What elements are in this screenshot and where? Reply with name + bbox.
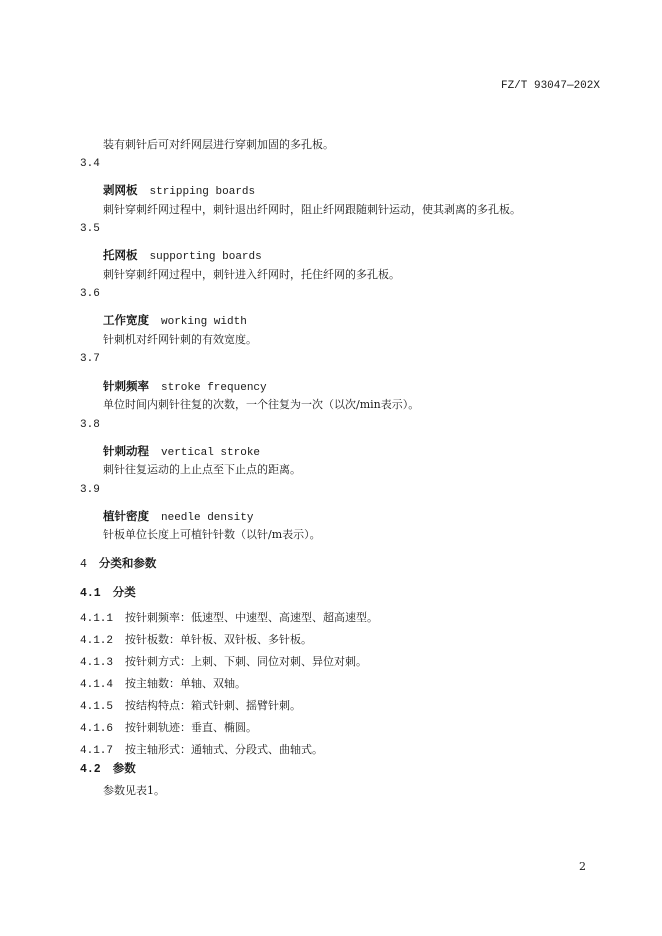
term-number: 3.9	[80, 484, 100, 496]
subsection-title: 参数	[112, 761, 136, 775]
parameters-paragraph: 参数见表1。	[103, 784, 165, 797]
term-number: 3.7	[80, 353, 100, 365]
section-number: 4	[80, 558, 87, 571]
item-number: 4.1.7	[80, 745, 114, 757]
item-text: 按主轴形式：通轴式、分段式、曲轴式。	[125, 743, 324, 756]
item-text: 按针板数：单针板、双针板、多针板。	[125, 633, 313, 646]
item-number: 4.1.5	[80, 701, 114, 713]
item-text: 按结构特点：箱式针刺、摇臂针刺。	[125, 699, 302, 712]
term-english: supporting boards	[149, 251, 262, 263]
term-title	[103, 375, 267, 394]
term-title	[103, 505, 253, 524]
term-chinese: 工作宽度	[103, 313, 149, 327]
classification-item	[80, 738, 323, 757]
classification-item	[80, 650, 367, 669]
item-text: 按针刺轨迹：垂直、椭圆。	[125, 721, 258, 734]
term-number: 3.6	[80, 288, 100, 300]
term-definition: 针刺机对纤网针刺的有效宽度。	[103, 333, 257, 346]
item-text: 按主轴数：单轴、双轴。	[125, 677, 247, 690]
item-number: 4.1.3	[80, 657, 114, 669]
term-chinese: 针刺频率	[103, 379, 149, 393]
subsection-heading	[80, 760, 136, 776]
term-number: 3.4	[80, 158, 100, 170]
term-definition: 单位时间内刺针往复的次数，一个往复为一次（以次/min表示）。	[103, 398, 420, 411]
classification-item	[80, 672, 246, 691]
item-number: 4.1.1	[80, 613, 114, 625]
term-definition: 针板单位长度上可植针针数（以针/m表示）。	[103, 528, 321, 541]
subsection-number: 4.2	[80, 763, 101, 776]
term-english: stripping boards	[149, 186, 256, 198]
page-number: 2	[579, 860, 586, 873]
subsection-heading	[80, 584, 136, 600]
item-number: 4.1.4	[80, 679, 114, 691]
term-definition: 刺针穿刺纤网过程中，刺针退出纤网时，阻止纤网跟随刺针运动，使其剥离的多孔板。	[103, 203, 521, 216]
section-title: 分类和参数	[98, 556, 157, 570]
term-title	[103, 244, 262, 263]
term-chinese: 针刺动程	[103, 444, 149, 458]
subsection-number: 4.1	[80, 587, 101, 600]
item-number: 4.1.2	[80, 635, 114, 647]
classification-item	[80, 606, 378, 625]
term-title	[103, 440, 260, 459]
document-code: FZ/T 93047—202X	[500, 80, 600, 92]
classification-item	[80, 628, 312, 647]
term-chinese: 植针密度	[103, 509, 149, 523]
subsection-title: 分类	[112, 585, 136, 599]
item-text: 按针刺频率：低速型、中速型、高速型、超高速型。	[125, 611, 379, 624]
term-chinese: 托网板	[103, 248, 138, 262]
term-number: 3.5	[80, 223, 100, 235]
term-chinese: 剥网板	[103, 183, 138, 197]
term-definition: 刺针往复运动的上止点至下止点的距离。	[103, 463, 301, 476]
term-english: working width	[161, 316, 247, 328]
term-definition: 刺针穿刺纤网过程中，刺针进入纤网时，托住纤网的多孔板。	[103, 268, 400, 281]
term-english: vertical stroke	[161, 447, 261, 459]
classification-item	[80, 716, 257, 735]
continuation-paragraph: 装有刺针后可对纤网层进行穿刺加固的多孔板。	[103, 138, 334, 151]
item-text: 按针刺方式：上刺、下刺、同位对刺、异位对刺。	[125, 655, 368, 668]
term-english: stroke frequency	[161, 382, 267, 394]
item-number: 4.1.6	[80, 723, 114, 735]
classification-item	[80, 694, 301, 713]
term-number: 3.8	[80, 419, 100, 431]
term-title	[103, 309, 247, 328]
section-heading	[80, 555, 156, 571]
term-english: needle density	[161, 512, 254, 524]
term-title	[103, 179, 255, 198]
